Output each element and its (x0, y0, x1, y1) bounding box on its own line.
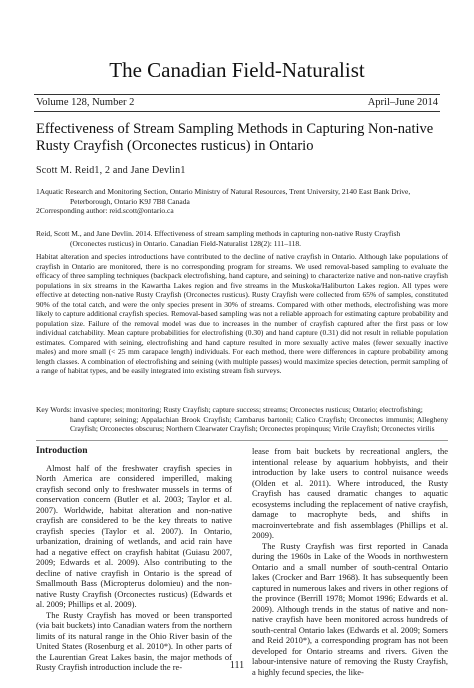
affiliation-2: 2Corresponding author: reid.scott@ontario.ca (36, 206, 174, 215)
body-paragraph: The Rusty Crayfish has moved or been transported (via bait buckets) into Canadian waters from the northern limits of its natural range in the Ohio River basin of the United States (Rosenburg et al. 2010*). In other parts of the Laurentian Great Lakes basin, the major methods of Rusty Crayfish introduction include the re- (36, 609, 232, 672)
introduction-heading: Introduction (36, 446, 88, 456)
issue-date: April–June 2014 (367, 97, 438, 108)
article-authors: Scott M. Reid1, 2 and Jane Devlin1 (36, 165, 186, 176)
keywords (36, 405, 448, 434)
keywords-line-2: hand capture; seining; Appalachian Brook Crayfish; Cambarus bartonii; Calico Crayfish; Orconectes immunis; Allegheny Crayfish; Orconectes obscurus; Northern Clearwater Crayfish; Orconectes propinquus; Virile Crayfish; Orconectes virilis (70, 414, 448, 433)
body-column-left (36, 446, 232, 673)
volume-bar (34, 94, 440, 112)
citation-line-1: Reid, Scott M., and Jane Devlin. 2014. Effectiveness of stream sampling methods in capturing non-native Rusty Crayfish (36, 229, 401, 238)
volume-number: Volume 128, Number 2 (36, 97, 135, 108)
keywords-line-1: Key Words: invasive species; monitoring; Rusty Crayfish; capture success; streams; Orconectes rusticus; Ontario; electrofishing; (36, 405, 423, 414)
abstract: Habitat alteration and species introductions have contributed to the decline of native crayfish in Ontario. Although lake populations of crayfish in Ontario are monitored, there is no corresponding program for streams. We used removal-based sampling to evaluate the efficacy of three sampling techniques (backpack electrofishing, hand capture, and seining) to characterize native and non-native crayfish populations in six streams in the Kawartha Lakes region and five streams in the Muskoka/Haliburton Lakes region. All types were effective at detecting non-native Rusty Crayfish (Orconectes rusticus). Rusty Crayfish were collected from 65% of samples, constituted 90% of the total catch, and were the only species present in 30% of streams. Compared with other methods, electrofishing was more likely to capture additional crayfish species. Removal-based sampling was not a reliable approach for estimating capture probability and population size. Failure of the removal model was due to increases in the number of crayfish captured after the first pass or low individual catchability. Mean capture probabilities for electrofishing (0.30) and hand capture (0.31) did not result in reliable population estimates. Compared with seining, electrofishing and hand capture resulted in more sexually active males (fewer sexually inactive males) and more small (< 25 mm carapace length) individuals. For each method, there were differences in capture probability among length classes. A combination of electrofishing and seining (with multiple passes) would maximize species detection, permit sampling of a range of habitat types, and be easily integrated into existing stream fish surveys. (36, 252, 448, 375)
affiliation-1-continued: Peterborough, Ontario K9J 7B8 Canada (70, 196, 190, 206)
body-paragraph: Almost half of the freshwater crayfish species in North America are considered imperilled, making crayfish second only to freshwater mussels in terms of conservation concern (Butler et al. 2003; Taylor et al. 2007). Worldwide, habitat alteration and non-native crayfish are considered to be the key threats to native crayfish species (Taylor et al. 2007). In Ontario, urbanization, draining of wetlands, and acid rain have had a negative effect on crayfish habitat (Guiasu 2007, 2009; Edwards et al. 2009). Also contributing to the decline of native crayfish in Ontario is the spread of Smallmouth Bass (Micropterus dolomieu) and the non-native Rusty Crayfish (Orconectes rusticus) (Edwards et al. 2009; Phillips et al. 2009). (36, 462, 232, 609)
affiliation-1: 1Aquatic Research and Monitoring Section, Ontario Ministry of Natural Resources, Trent University, 2140 East Bank Drive, (36, 187, 411, 196)
article-title: Effectiveness of Stream Sampling Methods in Capturing Non-native Rusty Crayfish (Orconectes rusticus) in Ontario (36, 121, 434, 154)
page-number: 111 (229, 660, 245, 671)
body-paragraph: The Rusty Crayfish was first reported in Canada during the 1960s in Lake of the Woods in northwestern Ontario and a small number of south-central Ontario lakes (Crocker and Barr 1968). It has subsequently been captured in numerous lakes and rivers in other regions of the province (Berrill 1978; Momot 1996; Edwards et al. 2009). Although trends in the status of native and non-native crayfish have been monitored across hundreds of south-central Ontario lakes (Edwards et al. 2009; Somers and Reid 2010*), a corresponding program has not been developed for Ontario streams and rivers. Given the labour-intensive nature of removing the Rusty Crayfish, a highly fecund species, the like- (252, 540, 448, 677)
body-paragraph: lease from bait buckets by recreational anglers, the intentional release by aquarium hobbyists, and their introduction by lake users to control nuisance weeds (Olden et al. 2011). Where introduced, the Rusty Crayfish has caused dramatic changes to aquatic ecosystems including the replacement of native crayfish, damage to macrophyte beds, and shifts in macroinvertebrate and fish assemblages (Phillips et al. 2009). (252, 446, 448, 540)
section-divider (36, 440, 448, 441)
journal-title: The Canadian Field-Naturalist (109, 58, 365, 82)
citation (36, 229, 446, 248)
body-column-right (252, 446, 448, 677)
citation-line-2: (Orconectes rusticus) in Ontario. Canadian Field-Naturalist 128(2): 111–118. (70, 238, 301, 248)
affiliations (36, 187, 446, 216)
